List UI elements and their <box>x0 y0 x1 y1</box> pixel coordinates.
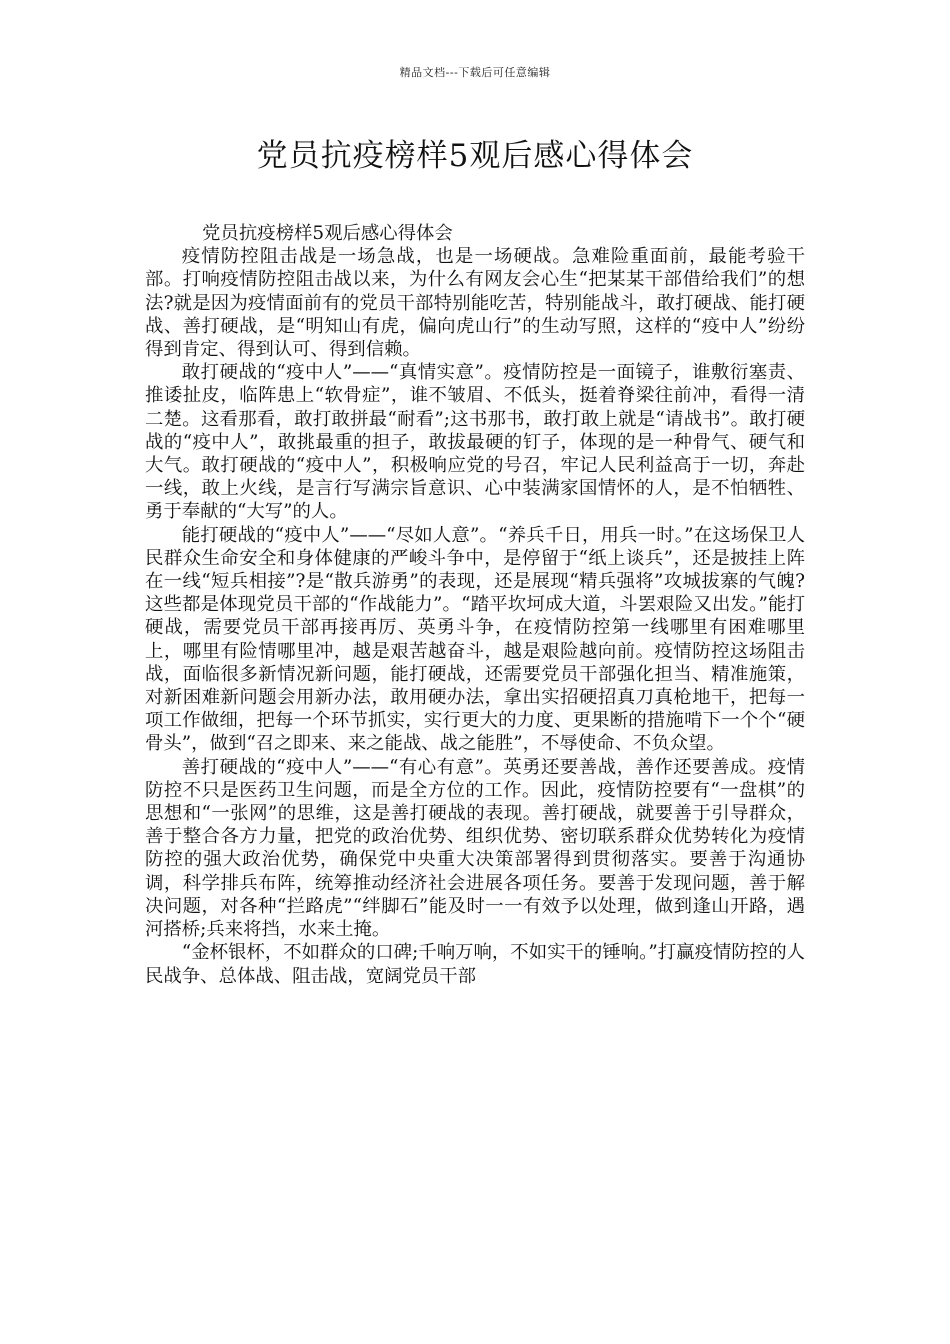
paragraph-3: 能打硬战的“疫中人”——“尽如人意”。“养兵千日，用兵一时。”在这场保卫人民群众生命安全和身体健康的严峻斗争中，是停留于“纸上谈兵”，还是披挂上阵在一线“短兵相接”?是“散兵游勇”的表现，还是展现“精兵强将”攻城拔寨的气魄?这些都是体现党员干部的“作战能力”。“踏平坎坷成大道，斗罢艰险又出发。”能打硬战，需要党员干部再接再厉、英勇斗争，在疫情防控第一线哪里有困难哪里上，哪里有险情哪里冲，越是艰苦越奋斗，越是艰险越向前。疫情防控这场阻击战，面临很多新情况新问题，能打硬战，还需要党员干部强化担当、精准施策，对新困难新问题会用新办法，敢用硬办法，拿出实招硬招真刀真枪地干，把每一项工作做细，把每一个环节抓实，实行更大的力度、更果断的措施啃下一个个“硬骨头”，做到“召之即来、来之能战、战之能胜”，不辱使命、不负众望。 <box>145 524 805 755</box>
paragraph-5: “金杯银杯，不如群众的口碑;千响万响，不如实干的锤响。”打赢疫情防控的人民战争、总体战、阻击战，宽阔党员干部 <box>145 942 805 987</box>
document-subtitle: 党员抗疫榜样5观后感心得体会 <box>202 223 453 244</box>
paragraph-2: 敢打硬战的“疫中人”——“真情实意”。疫情防控是一面镜子，谁敷衍塞责、推诿扯皮，临阵患上“软骨症”，谁不皱眉、不低头，挺着脊梁往前冲，看得一清二楚。这看那看，敢打敢拼最“耐看”;这书那书，敢打敢上就是“请战书”。敢打硬战的“疫中人”，敢挑最重的担子，敢拔最硬的钉子，体现的是一种骨气、硬气和大气。敢打硬战的“疫中人”，积极响应党的号召，牢记人民利益高于一切，奔赴一线，敢上火线，是言行写满宗旨意识、心中装满家国情怀的人，是不怕牺牲、勇于奉献的“大写”的人。 <box>145 362 805 523</box>
paragraph-1: 疫情防控阻击战是一场急战，也是一场硬战。急难险重面前，最能考验干部。打响疫情防控阻击战以来，为什么有网友会心生“把某某干部借给我们”的想法?就是因为疫情面前有的党员干部特别能吃苦，特别能战斗，敢打硬战、能打硬战、善打硬战，是“明知山有虎，偏向虎山行”的生动写照，这样的“疫中人”纷纷得到肯定、得到认可、得到信赖。 <box>145 246 805 361</box>
document-title: 党员抗疫榜样5观后感心得体会 <box>256 138 694 174</box>
header-note: 精品文档---下载后可任意编辑 <box>399 66 551 79</box>
document-body <box>145 222 805 988</box>
paragraph-4: 善打硬战的“疫中人”——“有心有意”。英勇还要善战，善作还要善成。疫情防控不只是医药卫生问题，而是全方位的工作。因此，疫情防控要有“一盘棋”的思想和“一张网”的思维，这是善打硬战的表现。善打硬战，就要善于引导群众，善于整合各方力量，把党的政治优势、组织优势、密切联系群众优势转化为疫情防控的强大政治优势，确保党中央重大决策部署得到贯彻落实。要善于沟通协调，科学排兵布阵，统筹推动经济社会进展各项任务。要善于发现问题，善于解决问题，对各种“拦路虎”“绊脚石”能及时一一有效予以处理，做到逢山开路，遇河搭桥;兵来将挡，水来土掩。 <box>145 756 805 941</box>
